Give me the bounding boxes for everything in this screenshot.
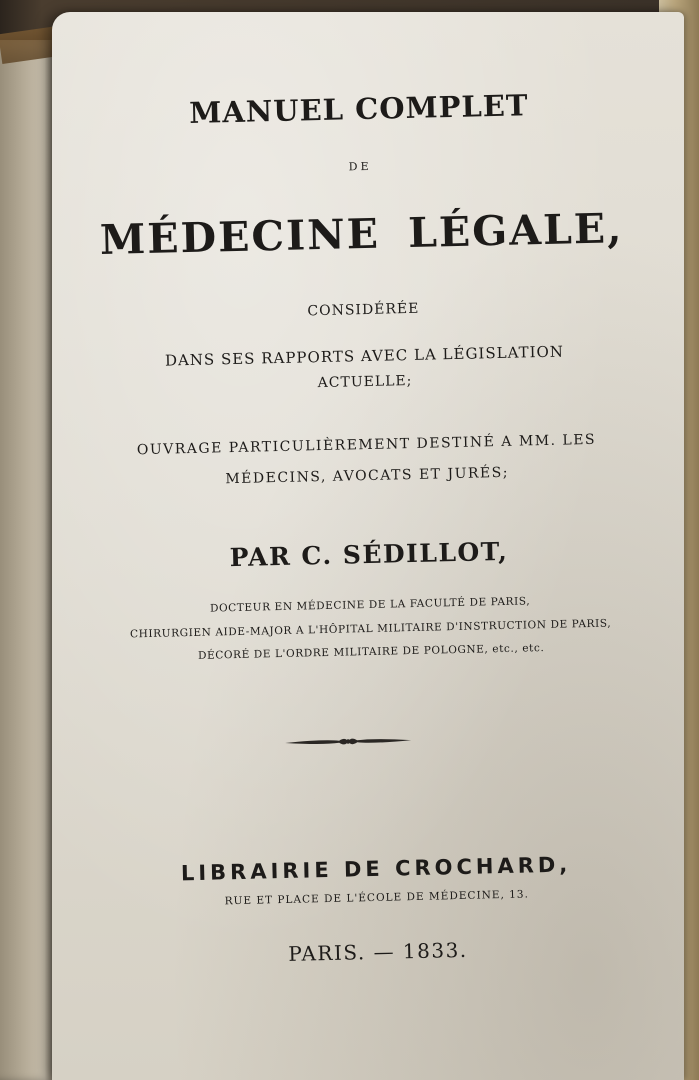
author-credential: DÉCORÉ DE L'ORDRE MILITAIRE DE POLOGNE, etc., etc. — [197, 642, 545, 662]
author-line: PAR C. SÉDILLOT, — [229, 536, 509, 573]
subtitle-rapports: DANS SES RAPPORTS AVEC LA LÉGISLATION — [164, 342, 565, 370]
title-page — [52, 12, 684, 1080]
subtitle-consideree: CONSIDÉRÉE — [307, 300, 420, 320]
subtitle-medecins: MÉDECINS, AVOCATS ET JURÉS; — [225, 464, 510, 488]
place-and-date: PARIS. — 1833. — [288, 937, 468, 966]
title-line-1: MANUEL COMPLET — [188, 88, 529, 130]
title-page-content — [41, 5, 673, 966]
title-connector-de: DE — [348, 159, 372, 174]
author-credential: CHIRURGIEN AIDE-MAJOR A L'HÔPITAL MILITAIRE D'INSTRUCTION DE PARIS, — [129, 617, 612, 641]
title-line-2: MÉDECINE LÉGALE, — [99, 204, 624, 265]
ornamental-rule — [283, 733, 413, 750]
subtitle-actuelle: ACTUELLE; — [317, 372, 413, 392]
publisher-name: LIBRAIRIE DE CROCHARD, — [180, 852, 572, 886]
author-credential: DOCTEUR EN MÉDECINE DE LA FACULTÉ DE PARIS, — [209, 595, 531, 615]
subtitle-ouvrage: OUVRAGE PARTICULIÈREMENT DESTINÉ A MM. LES — [136, 431, 597, 459]
left-page-edge — [0, 40, 54, 1080]
publisher-address: RUE ET PLACE DE L'ÉCOLE DE MÉDECINE, 13. — [224, 888, 530, 908]
